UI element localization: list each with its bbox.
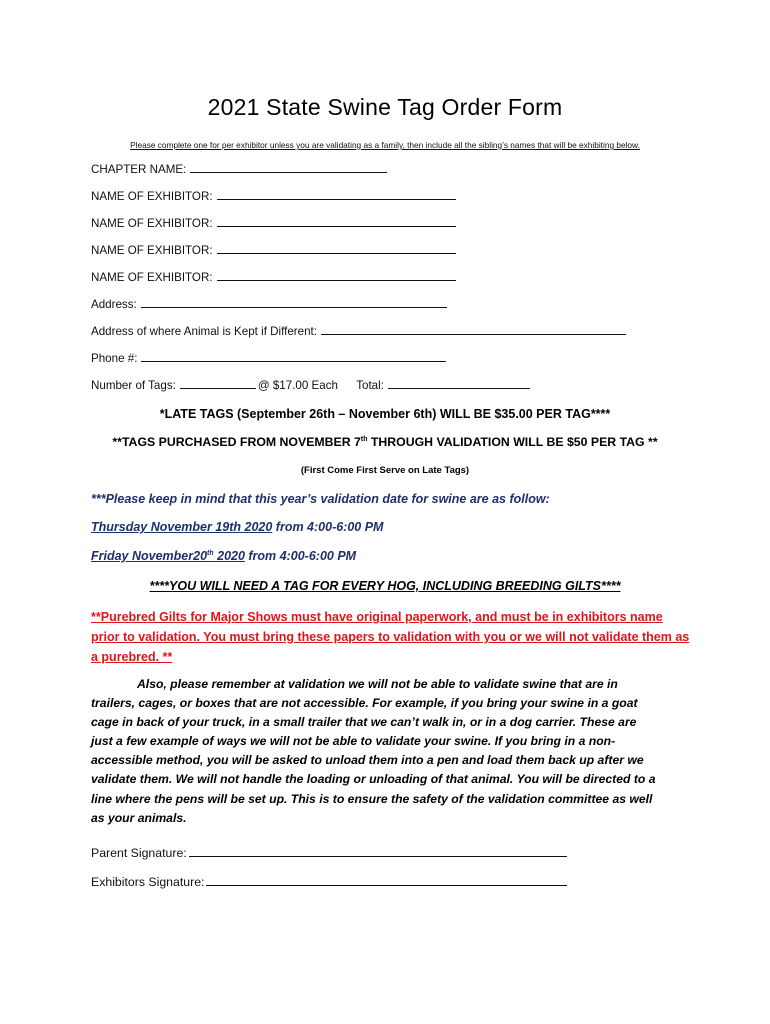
first-come-note: (First Come First Serve on Late Tags) xyxy=(300,465,470,476)
chapter-name-field[interactable] xyxy=(91,161,387,176)
address-field[interactable] xyxy=(91,296,447,311)
tags-purchased-notice xyxy=(0,435,770,449)
exhibitor-name-label: NAME OF EXHIBITOR: xyxy=(91,271,213,284)
total-line[interactable] xyxy=(388,377,530,389)
form-title: 2021 State Swine Tag Order Form xyxy=(207,94,563,120)
date-1-underlined: Thursday November 19th 2020 xyxy=(91,520,273,534)
exhibitor-signature-line[interactable] xyxy=(206,874,567,886)
parent-signature-label: Parent Signature: xyxy=(91,846,187,860)
number-of-tags-field[interactable] xyxy=(91,377,530,392)
address-label: Address: xyxy=(91,298,137,311)
exhibitor-signature-field[interactable] xyxy=(91,874,567,889)
chapter-name-line[interactable] xyxy=(190,161,387,173)
exhibitor-name-line[interactable] xyxy=(217,242,456,254)
exhibitor-name-field-3[interactable] xyxy=(91,242,456,257)
exhibitor-name-label: NAME OF EXHIBITOR: xyxy=(91,190,213,203)
exhibitor-name-label: NAME OF EXHIBITOR: xyxy=(91,217,213,230)
phone-line[interactable] xyxy=(141,350,446,362)
chapter-name-label: CHAPTER NAME: xyxy=(91,163,187,176)
date-2-sup: th xyxy=(207,549,214,557)
animal-address-label: Address of where Animal is Kept if Different: xyxy=(91,325,317,338)
tags-purchased-text-2: THROUGH VALIDATION WILL BE $50 PER TAG ** xyxy=(367,435,658,449)
date-1-time: from 4:00-6:00 PM xyxy=(272,520,384,534)
phone-label: Phone #: xyxy=(91,352,138,365)
phone-field[interactable] xyxy=(91,350,446,365)
instruction-text: Please complete one for per exhibitor unless you are validating as a family, then include all the sibling’s names that will be exhibiting below. xyxy=(130,140,640,150)
animal-address-field[interactable] xyxy=(91,323,626,338)
parent-signature-field[interactable] xyxy=(91,845,567,860)
exhibitor-name-field-2[interactable] xyxy=(91,215,456,230)
parent-signature-line[interactable] xyxy=(189,845,567,857)
exhibitor-name-line[interactable] xyxy=(217,269,456,281)
tags-purchased-text-1: **TAGS PURCHASED FROM NOVEMBER 7 xyxy=(112,435,361,449)
validation-date-2 xyxy=(91,549,356,563)
every-hog-notice: ****YOU WILL NEED A TAG FOR EVERY HOG, INCLUDING BREEDING GILTS**** xyxy=(149,579,621,593)
address-line[interactable] xyxy=(141,296,447,308)
late-tags-notice: *LATE TAGS (September 26th – November 6th) WILL BE $35.00 PER TAG**** xyxy=(159,407,611,421)
date-2-time: from 4:00-6:00 PM xyxy=(244,549,357,563)
animal-address-line[interactable] xyxy=(321,323,626,335)
validation-intro: ***Please keep in mind that this year’s validation date for swine are as follow: xyxy=(91,492,550,506)
exhibitor-name-field-4[interactable] xyxy=(91,269,456,284)
exhibitor-signature-label: Exhibitors Signature: xyxy=(91,875,205,889)
number-of-tags-line[interactable] xyxy=(180,377,256,389)
price-each-label: @ $17.00 Each xyxy=(257,379,338,392)
number-of-tags-label: Number of Tags: xyxy=(91,379,176,392)
total-label: Total: xyxy=(356,379,384,392)
purebred-notice: **Purebred Gilts for Major Shows must have original paperwork, and must be in exhibitors name prior to validation. You must bring these papers to validation with you or we will not validate them as a purebred. ** xyxy=(91,610,690,664)
tags-purchased-sup: th xyxy=(360,435,368,443)
exhibitor-name-label: NAME OF EXHIBITOR: xyxy=(91,244,213,257)
date-2-text-2: 2020 xyxy=(213,549,245,563)
exhibitor-name-line[interactable] xyxy=(217,188,456,200)
date-2-text-1: Friday November20 xyxy=(91,549,208,563)
date-2-underlined xyxy=(91,549,245,563)
validation-date-1 xyxy=(91,520,383,534)
exhibitor-name-line[interactable] xyxy=(217,215,456,227)
exhibitor-name-field-1[interactable] xyxy=(91,188,456,203)
validation-paragraph: Also, please remember at validation we will not be able to validate swine that are in trailers, cages, or boxes that are not accessible. For example, if you bring your swine in a goat cage in back of your truck, in a small trailer that we can’t walk in, or in a dog carrier. These are just a few example of ways we will not be able to validate your swine. If you bring in a non-accessible method, you will be asked to unload them into a pen and load them back up after we validate them. We will not handle the loading or unloading of that animal. You will be directed to a line where the pens will be set up. This is to ensure the safety of the validation committee as well as your animals. xyxy=(91,677,656,825)
